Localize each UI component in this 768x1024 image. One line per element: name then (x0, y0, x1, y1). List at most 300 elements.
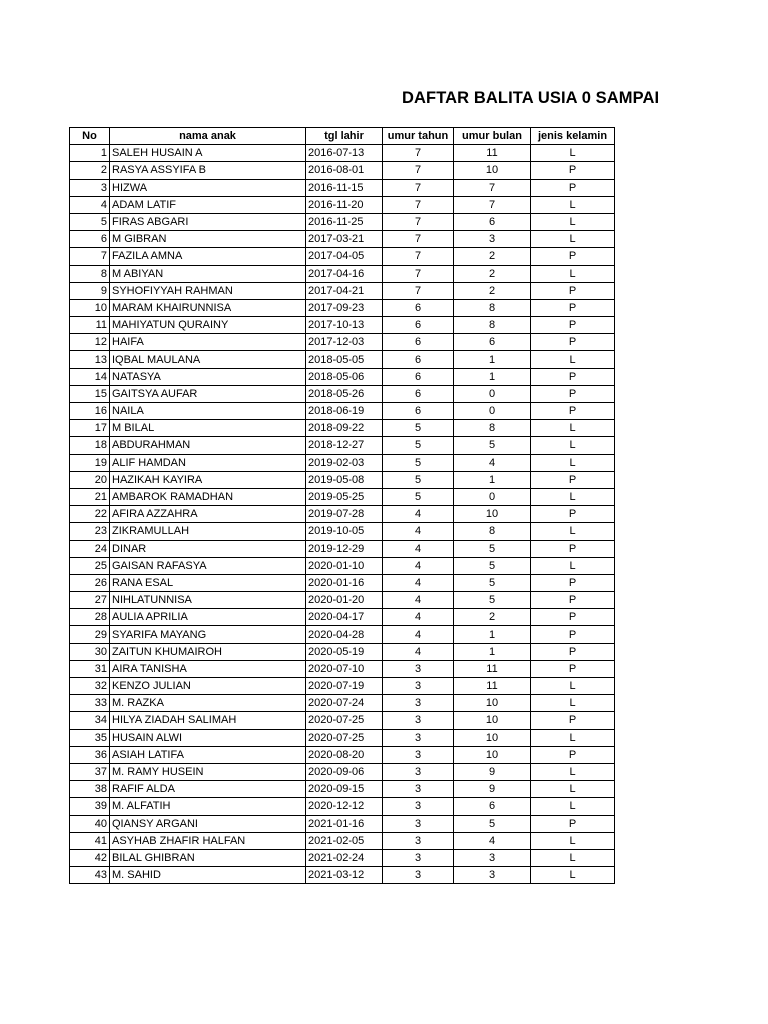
cell-years: 3 (383, 832, 454, 849)
cell-sex: P (531, 626, 615, 643)
cell-no: 1 (70, 145, 110, 162)
table-row (70, 695, 615, 712)
cell-years: 6 (383, 299, 454, 316)
table-row (70, 213, 615, 230)
table-row (70, 385, 615, 402)
cell-months: 5 (454, 557, 531, 574)
table-row (70, 454, 615, 471)
cell-months: 5 (454, 815, 531, 832)
cell-years: 7 (383, 179, 454, 196)
cell-name: QIANSY ARGANI (110, 815, 306, 832)
cell-months: 0 (454, 403, 531, 420)
cell-dob: 2019-05-08 (306, 471, 383, 488)
cell-no: 20 (70, 471, 110, 488)
cell-years: 7 (383, 265, 454, 282)
cell-dob: 2019-07-28 (306, 506, 383, 523)
table-row (70, 162, 615, 179)
table-row (70, 299, 615, 316)
cell-months: 11 (454, 660, 531, 677)
cell-months: 0 (454, 488, 531, 505)
cell-months: 10 (454, 695, 531, 712)
table-row (70, 678, 615, 695)
cell-years: 6 (383, 368, 454, 385)
cell-no: 11 (70, 317, 110, 334)
cell-no: 23 (70, 523, 110, 540)
cell-dob: 2018-09-22 (306, 420, 383, 437)
cell-sex: P (531, 317, 615, 334)
table-row (70, 231, 615, 248)
cell-sex: P (531, 299, 615, 316)
table-row (70, 540, 615, 557)
cell-dob: 2020-01-10 (306, 557, 383, 574)
col-header-sex: jenis kelamin (531, 128, 615, 145)
cell-dob: 2016-07-13 (306, 145, 383, 162)
cell-name: ABDURAHMAN (110, 437, 306, 454)
cell-sex: P (531, 334, 615, 351)
cell-no: 5 (70, 213, 110, 230)
cell-dob: 2017-04-21 (306, 282, 383, 299)
cell-sex: L (531, 867, 615, 884)
cell-months: 1 (454, 471, 531, 488)
cell-dob: 2018-05-26 (306, 385, 383, 402)
cell-no: 41 (70, 832, 110, 849)
cell-months: 9 (454, 781, 531, 798)
cell-dob: 2016-11-15 (306, 179, 383, 196)
cell-name: AMBAROK RAMADHAN (110, 488, 306, 505)
cell-months: 1 (454, 368, 531, 385)
cell-no: 6 (70, 231, 110, 248)
cell-months: 10 (454, 746, 531, 763)
table-row (70, 196, 615, 213)
cell-sex: L (531, 488, 615, 505)
table-row (70, 592, 615, 609)
cell-months: 5 (454, 437, 531, 454)
cell-no: 4 (70, 196, 110, 213)
cell-sex: P (531, 403, 615, 420)
cell-name: SYARIFA MAYANG (110, 626, 306, 643)
cell-months: 11 (454, 145, 531, 162)
cell-name: ASYHAB ZHAFIR HALFAN (110, 832, 306, 849)
cell-sex: P (531, 385, 615, 402)
cell-dob: 2020-04-28 (306, 626, 383, 643)
children-table (69, 127, 615, 884)
cell-years: 7 (383, 145, 454, 162)
cell-sex: P (531, 574, 615, 591)
cell-years: 6 (383, 317, 454, 334)
cell-sex: L (531, 145, 615, 162)
cell-dob: 2020-01-16 (306, 574, 383, 591)
cell-no: 21 (70, 488, 110, 505)
cell-no: 35 (70, 729, 110, 746)
cell-name: HUSAIN ALWI (110, 729, 306, 746)
cell-dob: 2020-09-06 (306, 763, 383, 780)
cell-months: 4 (454, 454, 531, 471)
cell-months: 5 (454, 574, 531, 591)
cell-dob: 2021-02-24 (306, 849, 383, 866)
cell-years: 5 (383, 488, 454, 505)
cell-dob: 2017-10-13 (306, 317, 383, 334)
cell-sex: P (531, 506, 615, 523)
cell-dob: 2018-05-05 (306, 351, 383, 368)
table-row (70, 471, 615, 488)
cell-no: 42 (70, 849, 110, 866)
cell-name: NATASYA (110, 368, 306, 385)
cell-dob: 2016-08-01 (306, 162, 383, 179)
table-row (70, 643, 615, 660)
table-row (70, 660, 615, 677)
cell-years: 3 (383, 729, 454, 746)
cell-months: 2 (454, 248, 531, 265)
table-row (70, 763, 615, 780)
cell-name: ZAITUN KHUMAIROH (110, 643, 306, 660)
cell-sex: L (531, 832, 615, 849)
cell-dob: 2020-07-24 (306, 695, 383, 712)
cell-no: 32 (70, 678, 110, 695)
table-row (70, 317, 615, 334)
table-row (70, 368, 615, 385)
cell-no: 17 (70, 420, 110, 437)
table-row (70, 523, 615, 540)
cell-sex: L (531, 523, 615, 540)
cell-sex: L (531, 798, 615, 815)
cell-no: 16 (70, 403, 110, 420)
cell-name: HAIFA (110, 334, 306, 351)
cell-name: GAITSYA AUFAR (110, 385, 306, 402)
cell-dob: 2019-12-29 (306, 540, 383, 557)
cell-sex: P (531, 282, 615, 299)
cell-years: 3 (383, 798, 454, 815)
cell-name: M ABIYAN (110, 265, 306, 282)
cell-name: M. RAMY HUSEIN (110, 763, 306, 780)
table-row (70, 712, 615, 729)
cell-no: 10 (70, 299, 110, 316)
cell-years: 6 (383, 403, 454, 420)
table-row (70, 609, 615, 626)
cell-name: M GIBRAN (110, 231, 306, 248)
table-row (70, 832, 615, 849)
cell-name: NAILA (110, 403, 306, 420)
cell-dob: 2016-11-25 (306, 213, 383, 230)
cell-no: 24 (70, 540, 110, 557)
cell-dob: 2017-04-05 (306, 248, 383, 265)
cell-months: 6 (454, 334, 531, 351)
cell-no: 9 (70, 282, 110, 299)
cell-months: 3 (454, 867, 531, 884)
cell-no: 27 (70, 592, 110, 609)
cell-name: AFIRA AZZAHRA (110, 506, 306, 523)
table-row (70, 574, 615, 591)
cell-years: 7 (383, 248, 454, 265)
cell-months: 8 (454, 523, 531, 540)
table-row (70, 781, 615, 798)
cell-name: M BILAL (110, 420, 306, 437)
cell-sex: P (531, 592, 615, 609)
cell-dob: 2020-01-20 (306, 592, 383, 609)
cell-no: 22 (70, 506, 110, 523)
cell-no: 18 (70, 437, 110, 454)
cell-years: 7 (383, 162, 454, 179)
cell-name: NIHLATUNNISA (110, 592, 306, 609)
cell-dob: 2017-09-23 (306, 299, 383, 316)
cell-name: BILAL GHIBRAN (110, 849, 306, 866)
cell-dob: 2017-04-16 (306, 265, 383, 282)
cell-dob: 2020-05-19 (306, 643, 383, 660)
cell-no: 37 (70, 763, 110, 780)
cell-months: 1 (454, 643, 531, 660)
table-row (70, 488, 615, 505)
cell-years: 4 (383, 557, 454, 574)
cell-name: M. RAZKA (110, 695, 306, 712)
cell-months: 7 (454, 196, 531, 213)
cell-years: 6 (383, 385, 454, 402)
cell-dob: 2019-05-25 (306, 488, 383, 505)
cell-sex: L (531, 420, 615, 437)
cell-sex: L (531, 196, 615, 213)
cell-dob: 2020-09-15 (306, 781, 383, 798)
cell-dob: 2016-11-20 (306, 196, 383, 213)
cell-months: 2 (454, 282, 531, 299)
cell-years: 3 (383, 815, 454, 832)
cell-no: 28 (70, 609, 110, 626)
cell-dob: 2020-07-25 (306, 729, 383, 746)
cell-years: 3 (383, 763, 454, 780)
cell-dob: 2020-07-10 (306, 660, 383, 677)
cell-years: 3 (383, 695, 454, 712)
cell-months: 2 (454, 265, 531, 282)
cell-dob: 2017-12-03 (306, 334, 383, 351)
cell-years: 4 (383, 574, 454, 591)
cell-no: 25 (70, 557, 110, 574)
cell-name: MARAM KHAIRUNNISA (110, 299, 306, 316)
cell-no: 38 (70, 781, 110, 798)
cell-name: ALIF HAMDAN (110, 454, 306, 471)
cell-name: KENZO JULIAN (110, 678, 306, 695)
cell-years: 4 (383, 523, 454, 540)
cell-years: 3 (383, 678, 454, 695)
cell-no: 8 (70, 265, 110, 282)
cell-months: 6 (454, 798, 531, 815)
cell-months: 5 (454, 540, 531, 557)
table-row (70, 145, 615, 162)
cell-no: 33 (70, 695, 110, 712)
cell-months: 7 (454, 179, 531, 196)
table-row (70, 506, 615, 523)
cell-months: 6 (454, 213, 531, 230)
cell-name: MAHIYATUN QURAINY (110, 317, 306, 334)
cell-no: 31 (70, 660, 110, 677)
table-row (70, 626, 615, 643)
cell-name: AIRA TANISHA (110, 660, 306, 677)
cell-sex: P (531, 248, 615, 265)
cell-months: 8 (454, 299, 531, 316)
cell-months: 2 (454, 609, 531, 626)
table-row (70, 798, 615, 815)
cell-dob: 2021-02-05 (306, 832, 383, 849)
cell-dob: 2017-03-21 (306, 231, 383, 248)
cell-name: SYHOFIYYAH RAHMAN (110, 282, 306, 299)
cell-dob: 2020-12-12 (306, 798, 383, 815)
cell-name: GAISAN RAFASYA (110, 557, 306, 574)
table-row (70, 403, 615, 420)
cell-dob: 2020-08-20 (306, 746, 383, 763)
page-title: DAFTAR BALITA USIA 0 SAMPAI (402, 89, 660, 107)
cell-sex: P (531, 540, 615, 557)
table-row (70, 746, 615, 763)
col-header-years: umur tahun (383, 128, 454, 145)
cell-no: 15 (70, 385, 110, 402)
cell-name: ZIKRAMULLAH (110, 523, 306, 540)
cell-no: 43 (70, 867, 110, 884)
cell-sex: L (531, 231, 615, 248)
cell-sex: P (531, 368, 615, 385)
cell-sex: L (531, 763, 615, 780)
cell-name: ASIAH LATIFA (110, 746, 306, 763)
cell-no: 39 (70, 798, 110, 815)
cell-no: 36 (70, 746, 110, 763)
cell-sex: L (531, 729, 615, 746)
cell-months: 1 (454, 626, 531, 643)
cell-years: 3 (383, 746, 454, 763)
col-header-months: umur bulan (454, 128, 531, 145)
cell-months: 11 (454, 678, 531, 695)
table-row (70, 729, 615, 746)
cell-years: 3 (383, 867, 454, 884)
cell-dob: 2020-07-25 (306, 712, 383, 729)
cell-name: HAZIKAH KAYIRA (110, 471, 306, 488)
cell-sex: L (531, 557, 615, 574)
cell-sex: P (531, 162, 615, 179)
cell-no: 3 (70, 179, 110, 196)
cell-years: 4 (383, 592, 454, 609)
cell-years: 3 (383, 712, 454, 729)
cell-name: DINAR (110, 540, 306, 557)
table-header-row (70, 128, 615, 145)
cell-sex: P (531, 179, 615, 196)
cell-years: 4 (383, 626, 454, 643)
cell-name: RAFIF ALDA (110, 781, 306, 798)
cell-sex: P (531, 609, 615, 626)
cell-sex: L (531, 695, 615, 712)
cell-name: RANA ESAL (110, 574, 306, 591)
cell-name: HIZWA (110, 179, 306, 196)
table-row (70, 849, 615, 866)
table-row (70, 815, 615, 832)
cell-dob: 2020-07-19 (306, 678, 383, 695)
table-row (70, 179, 615, 196)
cell-no: 13 (70, 351, 110, 368)
cell-years: 3 (383, 849, 454, 866)
cell-name: ADAM LATIF (110, 196, 306, 213)
cell-sex: P (531, 471, 615, 488)
table-row (70, 334, 615, 351)
cell-years: 5 (383, 420, 454, 437)
cell-months: 4 (454, 832, 531, 849)
cell-dob: 2021-03-12 (306, 867, 383, 884)
cell-sex: L (531, 265, 615, 282)
cell-no: 30 (70, 643, 110, 660)
cell-dob: 2021-01-16 (306, 815, 383, 832)
cell-no: 29 (70, 626, 110, 643)
cell-years: 7 (383, 231, 454, 248)
cell-years: 4 (383, 643, 454, 660)
cell-sex: P (531, 712, 615, 729)
cell-sex: P (531, 815, 615, 832)
cell-months: 10 (454, 162, 531, 179)
cell-years: 7 (383, 282, 454, 299)
cell-months: 9 (454, 763, 531, 780)
cell-name: SALEH HUSAIN A (110, 145, 306, 162)
cell-sex: L (531, 437, 615, 454)
table-row (70, 557, 615, 574)
cell-sex: P (531, 746, 615, 763)
table-row (70, 282, 615, 299)
cell-name: FAZILA AMNA (110, 248, 306, 265)
cell-sex: L (531, 454, 615, 471)
table-row (70, 867, 615, 884)
cell-years: 5 (383, 471, 454, 488)
cell-months: 5 (454, 592, 531, 609)
cell-months: 10 (454, 506, 531, 523)
cell-months: 0 (454, 385, 531, 402)
cell-sex: L (531, 678, 615, 695)
cell-sex: L (531, 781, 615, 798)
cell-name: IQBAL MAULANA (110, 351, 306, 368)
cell-months: 10 (454, 712, 531, 729)
cell-years: 7 (383, 213, 454, 230)
cell-sex: P (531, 643, 615, 660)
cell-years: 5 (383, 437, 454, 454)
cell-name: AULIA APRILIA (110, 609, 306, 626)
cell-dob: 2019-10-05 (306, 523, 383, 540)
cell-months: 8 (454, 317, 531, 334)
cell-name: M. SAHID (110, 867, 306, 884)
cell-sex: L (531, 213, 615, 230)
cell-years: 6 (383, 351, 454, 368)
cell-no: 7 (70, 248, 110, 265)
cell-no: 26 (70, 574, 110, 591)
cell-sex: L (531, 351, 615, 368)
cell-no: 2 (70, 162, 110, 179)
cell-months: 10 (454, 729, 531, 746)
cell-no: 19 (70, 454, 110, 471)
cell-months: 8 (454, 420, 531, 437)
cell-dob: 2018-06-19 (306, 403, 383, 420)
table-body (70, 145, 615, 884)
cell-years: 6 (383, 334, 454, 351)
cell-years: 5 (383, 454, 454, 471)
cell-name: HILYA ZIADAH SALIMAH (110, 712, 306, 729)
cell-no: 34 (70, 712, 110, 729)
table-row (70, 248, 615, 265)
cell-years: 4 (383, 609, 454, 626)
table-row (70, 420, 615, 437)
col-header-no: No (70, 128, 110, 145)
cell-dob: 2020-04-17 (306, 609, 383, 626)
col-header-name: nama anak (110, 128, 306, 145)
cell-name: M. ALFATIH (110, 798, 306, 815)
cell-years: 4 (383, 540, 454, 557)
cell-dob: 2019-02-03 (306, 454, 383, 471)
cell-dob: 2018-05-06 (306, 368, 383, 385)
cell-no: 12 (70, 334, 110, 351)
cell-sex: L (531, 849, 615, 866)
cell-months: 3 (454, 849, 531, 866)
cell-years: 7 (383, 196, 454, 213)
cell-sex: P (531, 660, 615, 677)
cell-years: 3 (383, 660, 454, 677)
cell-months: 3 (454, 231, 531, 248)
cell-years: 3 (383, 781, 454, 798)
